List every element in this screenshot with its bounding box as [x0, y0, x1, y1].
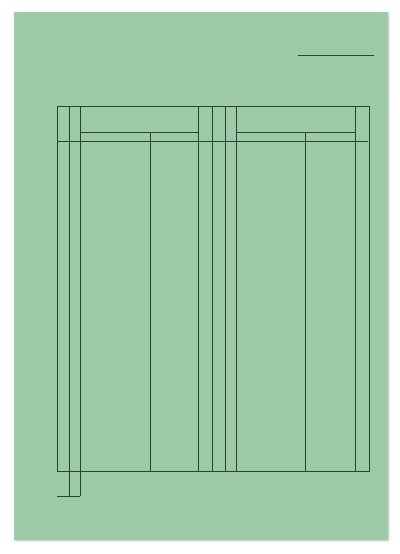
- header-bottom: [57, 141, 368, 142]
- company-underline: [298, 55, 374, 56]
- header-divider: [236, 132, 355, 133]
- table-col-line: [236, 106, 237, 472]
- work-table: [57, 106, 370, 472]
- table-col-line: [69, 106, 70, 496]
- table-col-line: [80, 106, 81, 496]
- signature-line: [57, 496, 80, 497]
- header-divider: [80, 132, 198, 133]
- table-col-line: [225, 106, 226, 472]
- table-col-line: [198, 106, 199, 472]
- table-col-line: [355, 106, 356, 472]
- table-col-line: [305, 132, 306, 472]
- table-col-line: [212, 106, 213, 472]
- table-col-line: [150, 132, 151, 472]
